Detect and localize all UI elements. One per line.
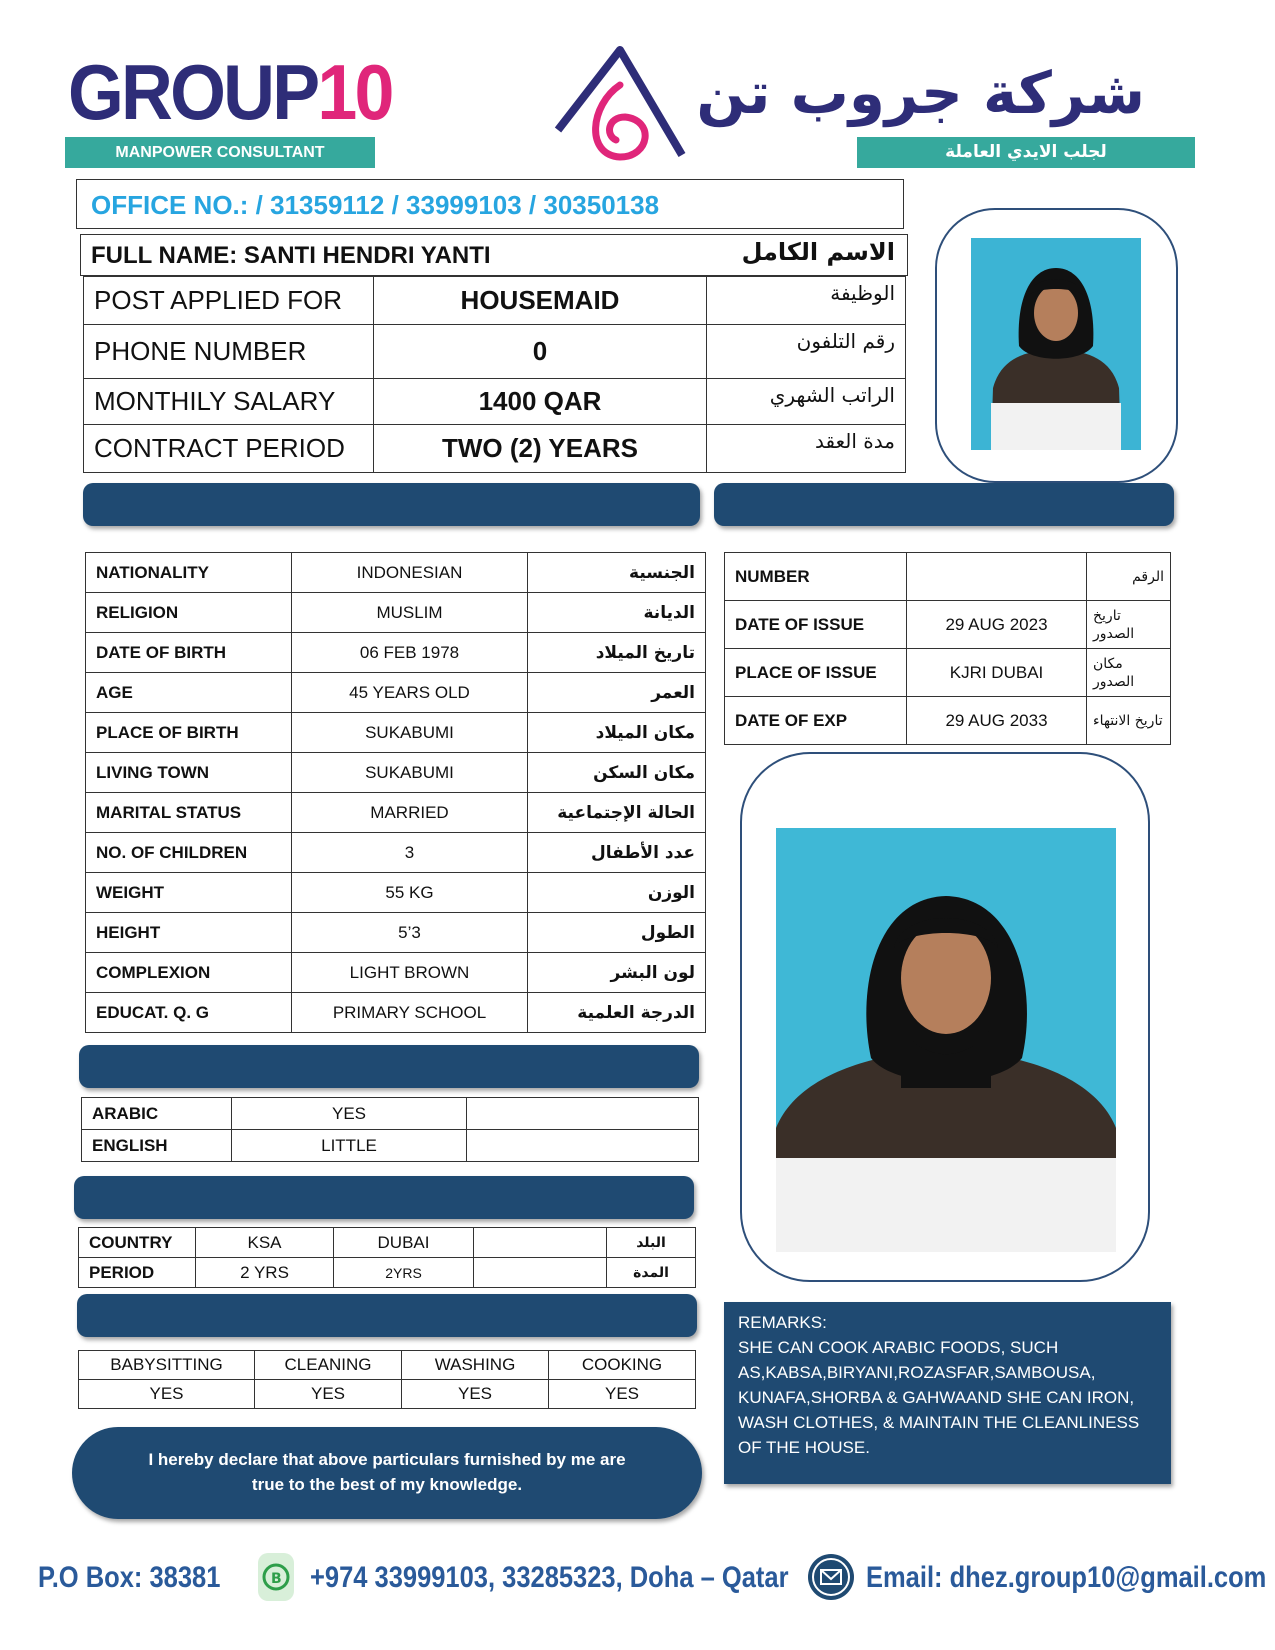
remarks-text: SHE CAN COOK ARABIC FOODS, SUCH AS,KABSA,BIRYANI,ROZASFAR,SAMBOUSA, KUNAFA,SHORBA & GAHWAAND SHE CAN IRON, WASH CLOTHES, & MAINTAIN THE CLEANLINESS OF THE HOUSE. (738, 1338, 1140, 1457)
full-name-ar: الاسم الكامل (741, 238, 895, 266)
skill-header: COOKING (549, 1351, 696, 1380)
passport-table (724, 552, 1171, 745)
table-row (86, 913, 706, 953)
country-label: COUNTRY (79, 1228, 196, 1258)
footer-email: Email: dhez.group10@gmail.com (866, 1561, 1267, 1594)
table-row (79, 1351, 696, 1380)
table-row (86, 553, 706, 593)
table-row (725, 697, 1171, 745)
row-label-ar: مكان الصدور (1087, 649, 1171, 697)
row-label: PLACE OF BIRTH (86, 713, 292, 753)
row-empty (467, 1130, 699, 1162)
row-label-ar: الدرجة العلمية (528, 993, 706, 1033)
section-bar-skills (77, 1294, 697, 1337)
row-value: MARRIED (292, 793, 528, 833)
row-value: MUSLIM (292, 593, 528, 633)
row-label: PLACE OF ISSUE (725, 649, 907, 697)
table-row (84, 277, 906, 325)
row-value: 29 AUG 2033 (907, 697, 1087, 745)
row-label-ar: تاريخ الميلاد (528, 633, 706, 673)
row-label-ar: تاريخ الصدور (1087, 601, 1171, 649)
table-row (86, 833, 706, 873)
table-row (86, 993, 706, 1033)
remarks-box (724, 1302, 1171, 1484)
section-bar-experience (74, 1176, 694, 1219)
row-label: NO. OF CHILDREN (86, 833, 292, 873)
skill-header: BABYSITTING (79, 1351, 255, 1380)
row-value: INDONESIAN (292, 553, 528, 593)
row-label-ar: الراتب الشهري (707, 379, 906, 425)
row-label-ar: الجنسية (528, 553, 706, 593)
experience-table (78, 1227, 696, 1288)
skill-value: YES (79, 1380, 255, 1409)
row-label: DATE OF ISSUE (725, 601, 907, 649)
skill-value: YES (549, 1380, 696, 1409)
declaration: I hereby declare that above particulars furnished by me are true to the best of my knowledge. (72, 1427, 702, 1519)
skills-table (78, 1350, 696, 1409)
period-1: 2 YRS (196, 1258, 334, 1288)
row-label: ARABIC (82, 1098, 232, 1130)
row-label: PHONE NUMBER (84, 325, 374, 379)
svg-text:B: B (271, 1571, 282, 1587)
table-row (86, 673, 706, 713)
row-value: HOUSEMAID (374, 277, 707, 325)
period-3 (474, 1258, 607, 1288)
row-value (907, 553, 1087, 601)
table-row (82, 1098, 699, 1130)
photo-frame-large (740, 752, 1150, 1282)
table-row (84, 379, 906, 425)
table-row (79, 1228, 696, 1258)
footer-phone: +974 33999103, 33285323, Doha – Qatar (310, 1561, 789, 1594)
remarks-title: REMARKS: (738, 1313, 827, 1332)
logo-main: GROUP (68, 48, 318, 136)
table-row (86, 953, 706, 993)
photo-frame-small (935, 208, 1178, 483)
skill-value: YES (402, 1380, 549, 1409)
row-label-ar: لون البشر (528, 953, 706, 993)
row-label-ar: العمر (528, 673, 706, 713)
candidate-photo-large (776, 828, 1116, 1252)
row-value: 5’3 (292, 913, 528, 953)
row-label-ar: تاريخ الانتهاء (1087, 697, 1171, 745)
row-label: NUMBER (725, 553, 907, 601)
country-label-ar: البلد (607, 1228, 696, 1258)
table-row (79, 1380, 696, 1409)
table-row (725, 601, 1171, 649)
row-value: 06 FEB 1978 (292, 633, 528, 673)
arabic-subtitle: لجلب الايدي العاملة (857, 137, 1195, 168)
period-label-ar: المدة (607, 1258, 696, 1288)
row-value: 55 KG (292, 873, 528, 913)
row-label-ar: مكان الميلاد (528, 713, 706, 753)
section-bar-languages (79, 1045, 699, 1088)
row-value: 29 AUG 2023 (907, 601, 1087, 649)
row-label: DATE OF EXP (725, 697, 907, 745)
row-value: YES (232, 1098, 467, 1130)
arabic-company-name: شركة جروب تن (696, 59, 1145, 127)
table-row (82, 1130, 699, 1162)
table-row (86, 753, 706, 793)
row-label: RELIGION (86, 593, 292, 633)
company-emblem-icon (550, 45, 690, 165)
table-row (725, 649, 1171, 697)
office-numbers: OFFICE NO.: / 31359112 / 33999103 / 30350138 (76, 179, 904, 229)
table-row (84, 425, 906, 473)
row-label-ar: الوزن (528, 873, 706, 913)
row-label: LIVING TOWN (86, 753, 292, 793)
row-label-ar: عدد الأطفال (528, 833, 706, 873)
country-1: KSA (196, 1228, 334, 1258)
full-name: FULL NAME: SANTI HENDRI YANTI (91, 242, 491, 269)
table-row (79, 1258, 696, 1288)
row-label: MARITAL STATUS (86, 793, 292, 833)
footer-pobox: P.O Box: 38381 (38, 1561, 221, 1594)
row-label: DATE OF BIRTH (86, 633, 292, 673)
row-label: WEIGHT (86, 873, 292, 913)
row-label-ar: مدة العقد (707, 425, 906, 473)
row-value: LIGHT BROWN (292, 953, 528, 993)
row-value: SUKABUMI (292, 753, 528, 793)
row-label-ar: رقم التلفون (707, 325, 906, 379)
row-label: MONTHILY SALARY (84, 379, 374, 425)
row-label: COMPLEXION (86, 953, 292, 993)
period-2: 2YRS (334, 1258, 474, 1288)
row-empty (467, 1098, 699, 1130)
table-row (86, 873, 706, 913)
email-icon (808, 1554, 854, 1600)
row-label: POST APPLIED FOR (84, 277, 374, 325)
skill-header: WASHING (402, 1351, 549, 1380)
row-value: 3 (292, 833, 528, 873)
logo-number: 10 (317, 48, 392, 136)
row-value: TWO (2) YEARS (374, 425, 707, 473)
table-row (86, 593, 706, 633)
personal-details-table (85, 552, 706, 1033)
row-label-ar: الطول (528, 913, 706, 953)
row-label: EDUCAT. Q. G (86, 993, 292, 1033)
table-row (725, 553, 1171, 601)
row-value: PRIMARY SCHOOL (292, 993, 528, 1033)
period-label: PERIOD (79, 1258, 196, 1288)
table-row (86, 713, 706, 753)
table-row (86, 633, 706, 673)
row-label: NATIONALITY (86, 553, 292, 593)
table-row (84, 325, 906, 379)
row-value: 0 (374, 325, 707, 379)
section-bar-passport (714, 483, 1174, 526)
languages-table (81, 1097, 699, 1162)
skill-header: CLEANING (255, 1351, 402, 1380)
skill-value: YES (255, 1380, 402, 1409)
row-label: AGE (86, 673, 292, 713)
row-value: KJRI DUBAI (907, 649, 1087, 697)
table-row (86, 793, 706, 833)
row-label: CONTRACT PERIOD (84, 425, 374, 473)
main-info-table (83, 276, 906, 473)
section-bar-personal (83, 483, 700, 526)
row-label-ar: مكان السكن (528, 753, 706, 793)
row-value: LITTLE (232, 1130, 467, 1162)
row-label: ENGLISH (82, 1130, 232, 1162)
logo-subtitle: MANPOWER CONSULTANT (65, 137, 375, 168)
row-label-ar: الحالة الإجتماعية (528, 793, 706, 833)
row-value: 45 YEARS OLD (292, 673, 528, 713)
row-value: 1400 QAR (374, 379, 707, 425)
country-2: DUBAI (334, 1228, 474, 1258)
full-name-row (80, 234, 908, 276)
company-logo (68, 48, 392, 136)
row-label-ar: الديانة (528, 593, 706, 633)
whatsapp-icon (258, 1553, 294, 1601)
country-3 (474, 1228, 607, 1258)
row-label-ar: الوظيفة (707, 277, 906, 325)
candidate-photo-small (971, 238, 1141, 450)
row-value: SUKABUMI (292, 713, 528, 753)
row-label: HEIGHT (86, 913, 292, 953)
row-label-ar: الرقم (1087, 553, 1171, 601)
